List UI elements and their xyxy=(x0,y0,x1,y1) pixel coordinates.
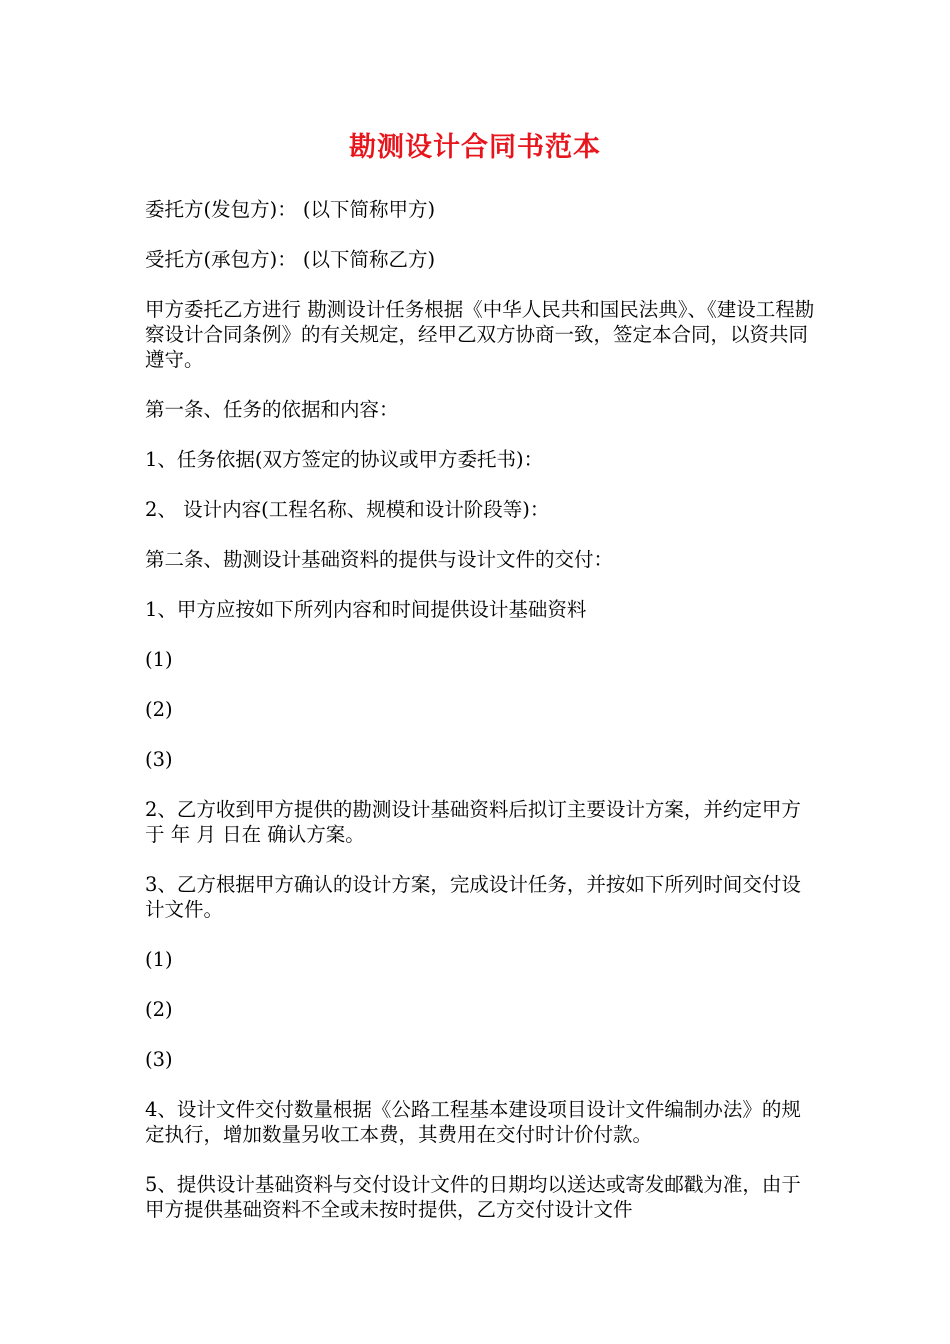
article-2-item-1: 1、甲方应按如下所列内容和时间提供设计基础资料 xyxy=(145,598,587,621)
paragraph-preamble: 甲方委托乙方进行 勘测设计任务根据《中华人民共和国民法典》、《建设工程勘察设计合同条例》的有关规定，经甲乙双方协商一致，签定本合同，以资共同遵守。 xyxy=(145,298,815,371)
paragraph-client: 委托方(发包方)： (以下简称甲方) xyxy=(145,198,436,221)
article-1-item-1: 1、任务依据(双方签定的协议或甲方委托书)： xyxy=(145,448,544,471)
paragraph-contractor: 受托方(承包方)： (以下简称乙方) xyxy=(145,248,436,271)
document-title: 勘测设计合同书范本 xyxy=(349,132,601,163)
list-item: (3) xyxy=(145,1048,173,1071)
document-body xyxy=(145,197,815,1247)
list-item: (1) xyxy=(145,948,173,971)
list-item: (2) xyxy=(145,998,173,1021)
article-1-item-2: 2、 设计内容(工程名称、规模和设计阶段等)： xyxy=(145,498,550,521)
article-2-item-4: 4、设计文件交付数量根据《公路工程基本建设项目设计文件编制办法》的规定执行，增加数量另收工本费，其费用在交付时计价付款。 xyxy=(145,1098,801,1146)
list-item: (1) xyxy=(145,648,173,671)
article-2-item-3: 3、乙方根据甲方确认的设计方案，完成设计任务，并按如下所列时间交付设计文件。 xyxy=(145,873,801,921)
article-2-item-5: 5、提供设计基础资料与交付设计文件的日期均以送达或寄发邮戳为准，由于甲方提供基础资料不全或未按时提供，乙方交付设计文件 xyxy=(145,1173,801,1221)
list-item: (3) xyxy=(145,748,173,771)
article-1-heading: 第一条、任务的依据和内容： xyxy=(145,398,399,421)
article-2-heading: 第二条、勘测设计基础资料的提供与设计文件的交付： xyxy=(145,548,614,571)
article-2-item-2: 2、乙方收到甲方提供的勘测设计基础资料后拟订主要设计方案，并约定甲方于 年 月 日在 确认方案。 xyxy=(145,798,801,846)
list-item: (2) xyxy=(145,698,173,721)
